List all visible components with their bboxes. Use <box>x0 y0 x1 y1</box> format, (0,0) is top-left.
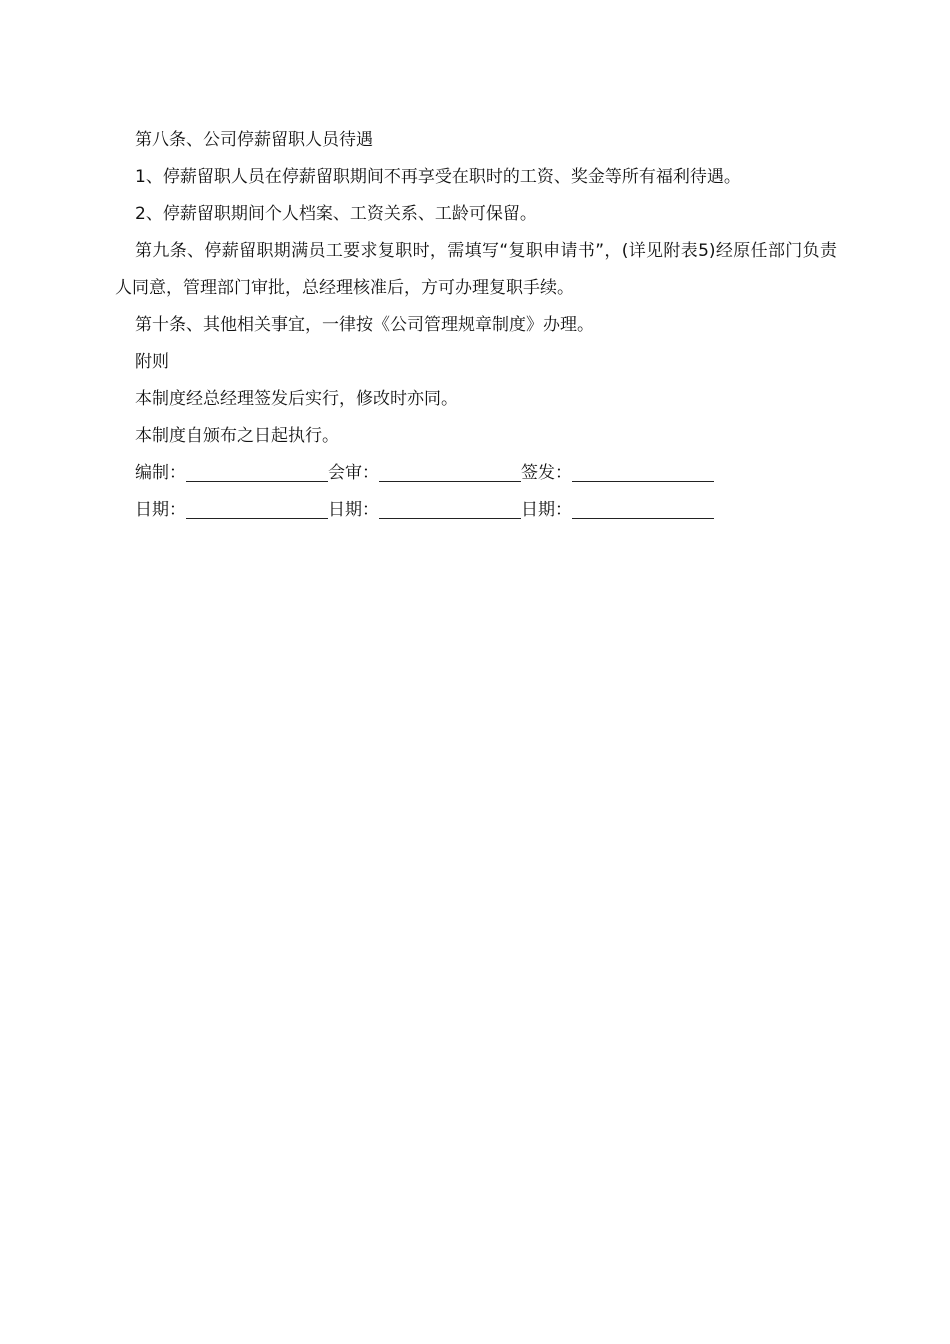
appendix-line-1: 本制度经总经理签发后实行，修改时亦同。 <box>135 389 458 409</box>
article-8-item-1: 1、停薪留职人员在停薪留职期间不再享受在职时的工资、奖金等所有福利待遇。 <box>135 167 741 187</box>
reviewed-by-label: 会审： <box>328 463 379 483</box>
article-9: 第九条、停薪留职期满员工要求复职时，需填写“复职申请书”，(详见附表5)经原任部门负责人同意，管理部门审批，总经理核准后，方可办理复职手续。 <box>115 241 837 298</box>
document-body <box>115 122 837 529</box>
prepared-by-line <box>186 480 328 482</box>
reviewed-by-line <box>379 480 521 482</box>
prepared-date-label: 日期： <box>135 500 186 520</box>
issued-date-line <box>572 517 714 519</box>
issued-date-label: 日期： <box>521 500 572 520</box>
issued-by-label: 签发： <box>521 463 572 483</box>
prepared-by-label: 编制： <box>135 463 186 483</box>
reviewed-date-line <box>379 517 521 519</box>
article-10: 第十条、其他相关事宜，一律按《公司管理规章制度》办理。 <box>135 315 594 335</box>
article-8-title: 第八条、公司停薪留职人员待遇 <box>135 130 373 150</box>
signature-row-dates <box>115 492 837 529</box>
reviewed-date-label: 日期： <box>328 500 379 520</box>
appendix-line-2: 本制度自颁布之日起执行。 <box>135 426 339 446</box>
article-8-item-2: 2、停薪留职期间个人档案、工资关系、工龄可保留。 <box>135 204 537 224</box>
signature-row-roles <box>115 455 837 492</box>
prepared-date-line <box>186 517 328 519</box>
appendix-title: 附则 <box>135 352 169 372</box>
issued-by-line <box>572 480 714 482</box>
